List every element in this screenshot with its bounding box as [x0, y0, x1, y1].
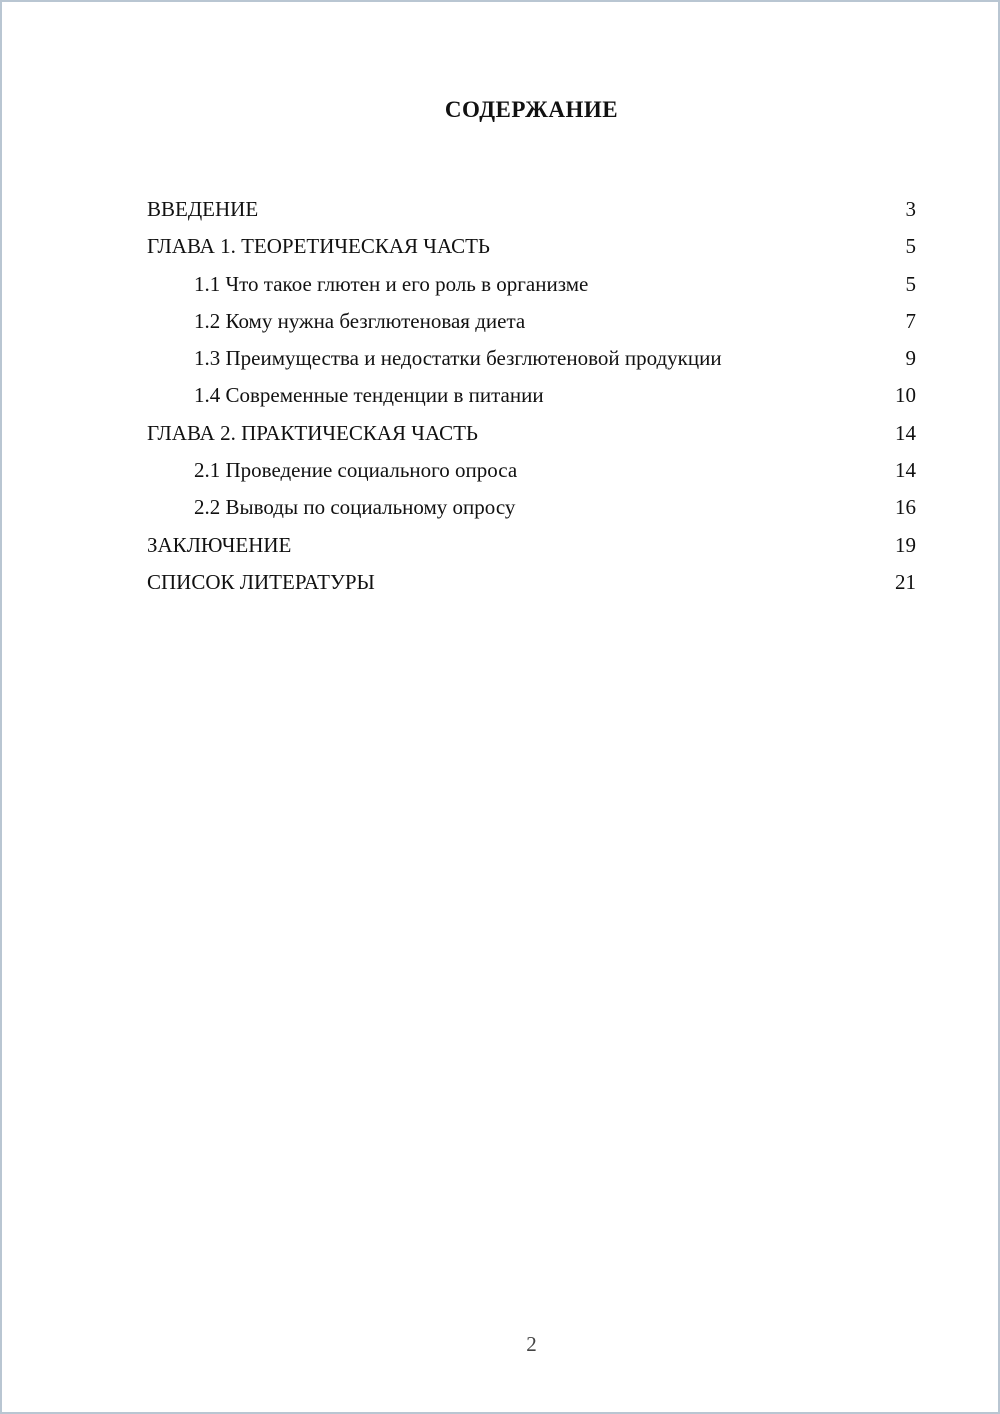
- page-content: [147, 97, 916, 601]
- toc-entry-label: ЗАКЛЮЧЕНИЕ: [147, 532, 292, 557]
- toc-entry-page: 19: [895, 532, 916, 557]
- toc-entry-label: ГЛАВА 1. ТЕОРЕТИЧЕСКАЯ ЧАСТЬ: [147, 234, 490, 259]
- toc-entry-glava-2: [147, 415, 916, 452]
- toc-entry-1-3: [147, 340, 916, 377]
- toc-entry-vvedenie: [147, 191, 916, 228]
- toc-entry-1-1: [147, 266, 916, 303]
- toc-entry-label: ГЛАВА 2. ПРАКТИЧЕСКАЯ ЧАСТЬ: [147, 420, 478, 445]
- toc-entry-label: 1.2 Кому нужна безглютеновая диета: [194, 308, 526, 333]
- toc-entry-page: 7: [905, 308, 916, 333]
- toc-entry-page: 9: [905, 346, 916, 371]
- toc-entry-label: СПИСОК ЛИТЕРАТУРЫ: [147, 569, 375, 594]
- toc-entry-label: ВВЕДЕНИЕ: [147, 197, 259, 221]
- toc-entry-label: 1.3 Преимущества и недостатки безглютеновой продукции: [194, 346, 722, 371]
- toc-entry-label: 1.1 Что такое глютен и его роль в организме: [194, 271, 589, 296]
- toc-entry-page: 3: [905, 197, 916, 221]
- toc-entry-page: 14: [895, 420, 916, 445]
- toc-entry-page: 21: [895, 569, 916, 594]
- toc-entry-page: 10: [895, 383, 916, 408]
- toc-entry-spisok-literatury: [147, 564, 916, 601]
- toc-entry-label: 1.4 Современные тенденции в питании: [194, 383, 544, 408]
- page-number: 2: [526, 1332, 537, 1356]
- toc-entry-1-2: [147, 303, 916, 340]
- toc-entry-2-1: [147, 452, 916, 489]
- toc-entry-page: 16: [895, 495, 916, 520]
- toc-entry-page: 5: [905, 271, 916, 296]
- toc-entry-label: 2.1 Проведение социального опроса: [194, 458, 518, 483]
- toc-entry-page: 5: [905, 234, 916, 259]
- toc-entry-2-2: [147, 489, 916, 526]
- toc-entry-label: 2.2 Выводы по социальному опросу: [194, 495, 516, 520]
- toc-entry-zaklyuchenie: [147, 527, 916, 564]
- table-of-contents: [147, 191, 916, 601]
- toc-entry-glava-1: [147, 228, 916, 265]
- toc-entry-page: 14: [895, 458, 916, 483]
- toc-entry-1-4: [147, 377, 916, 414]
- page-title: СОДЕРЖАНИЕ: [444, 97, 619, 122]
